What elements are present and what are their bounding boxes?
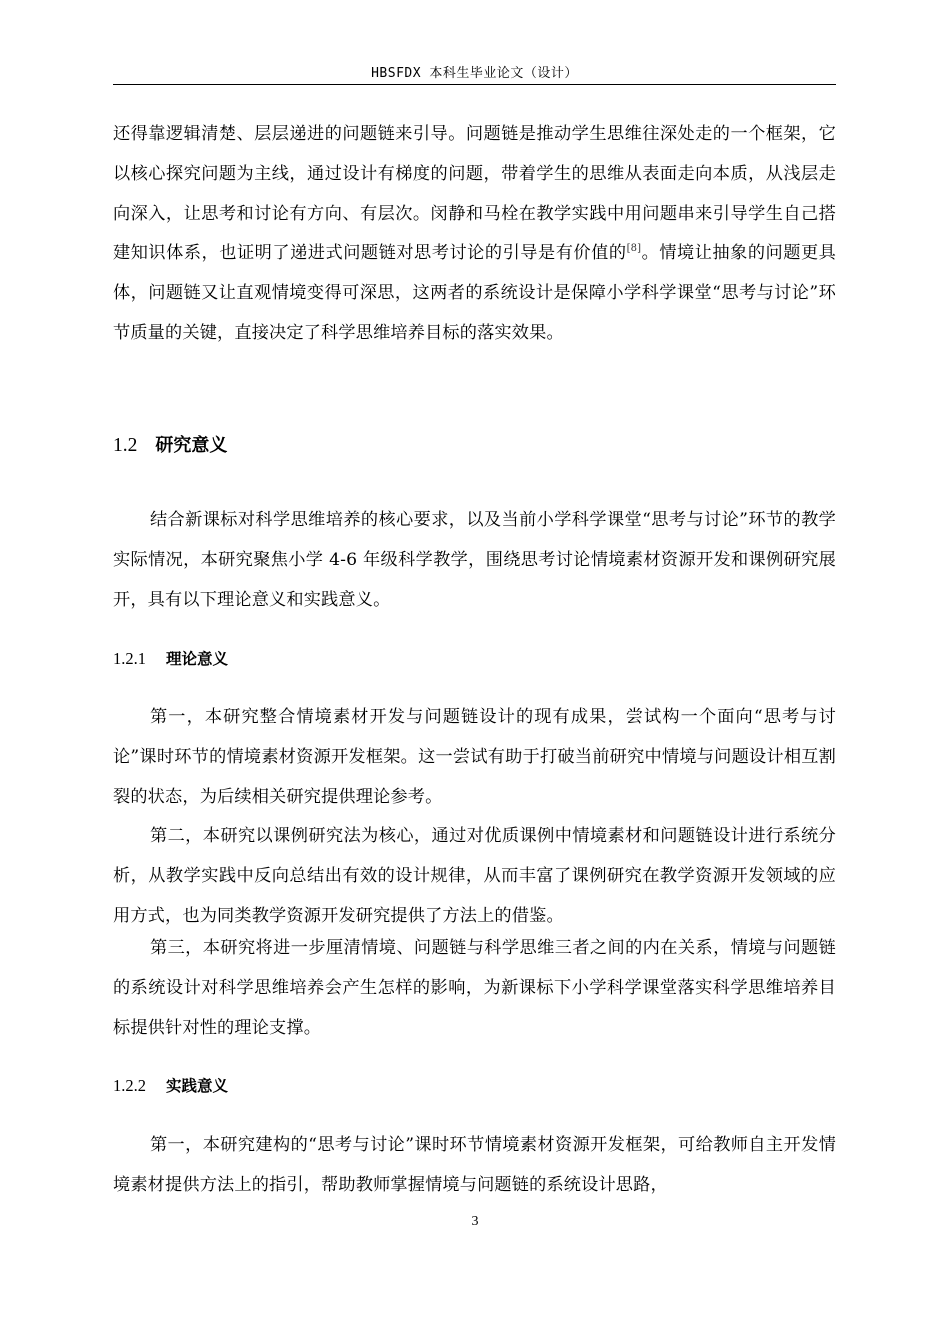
section-heading [113,430,227,461]
practice-paragraph-1: 第一，本研究建构的“思考与讨论”课时环节情境素材资源开发框架，可给教师自主开发情境素材提供方法上的指引，帮助教师掌握情境与问题链的系统设计思路， [113,1135,836,1195]
theory-paragraph-1: 第一，本研究整合情境素材开发与问题链设计的现有成果，尝试构一个面向“思考与讨论”课时环节的情境素材资源开发框架。这一尝试有助于打破当前研究中情境与问题设计相互割裂的状态，为后续相关研究提供理论参考。 [113,707,836,807]
subsection-number: 1.2.1 [113,649,146,668]
citation-marker: [8] [626,243,642,255]
theory-paragraph-3: 第三，本研究将进一步厘清情境、问题链与科学思维三者之间的内在关系，情境与问题链的系统设计对科学思维培养会产生怎样的影响，为新课标下小学科学课堂落实科学思维培养目标提供针对性的理论支撑。 [113,938,836,1038]
section-intro-paragraph: 结合新课标对科学思维培养的核心要求，以及当前小学科学课堂“思考与讨论”环节的教学实际情况，本研究聚焦小学 4-6 年级科学教学，围绕思考讨论情境素材资源开发和课例研究展开，具有以下理论意义和实践意义。 [113,510,836,610]
subsection-title: 实践意义 [166,1077,229,1095]
subsection-heading-practice [113,1073,228,1099]
theory-paragraph-2: 第二，本研究以课例研究法为核心，通过对优质课例中情境素材和问题链设计进行系统分析，从教学实践中反向总结出有效的设计规律，从而丰富了课例研究在教学资源开发领域的应用方式，也为同类教学资源开发研究提供了方法上的借鉴。 [113,826,836,926]
page-number: 3 [471,1214,479,1229]
header-rule [113,84,836,85]
subsection-number: 1.2.2 [113,1076,146,1095]
section-number: 1.2 [113,435,138,456]
intro-text-after-citation: 。情境让抽象的问题更具体，问题链又让直观情境变得可深思，这两者的系统设计是保障小学科学课堂“思考与讨论”环节质量的关键，直接决定了科学思维培养目标的落实效果。 [113,243,837,343]
intro-paragraph [113,115,836,354]
intro-text-before-citation: 还得靠逻辑清楚、层层递进的问题链来引导。问题链是推动学生思维往深处走的一个框架，它以核心探究问题为主线，通过设计有梯度的问题，带着学生的思维从表面走向本质，从浅层走向深入，让思考和讨论有方向、有层次。闵静和马栓在教学实践中用问题串来引导学生自己搭建知识体系，也证明了递进式问题链对思考讨论的引导是有价值的 [113,124,836,264]
section-title: 研究意义 [155,435,228,456]
running-header: HBSFDX 本科生毕业论文（设计） [371,66,578,81]
subsection-title: 理论意义 [166,650,229,668]
subsection-heading-theory [113,646,228,672]
